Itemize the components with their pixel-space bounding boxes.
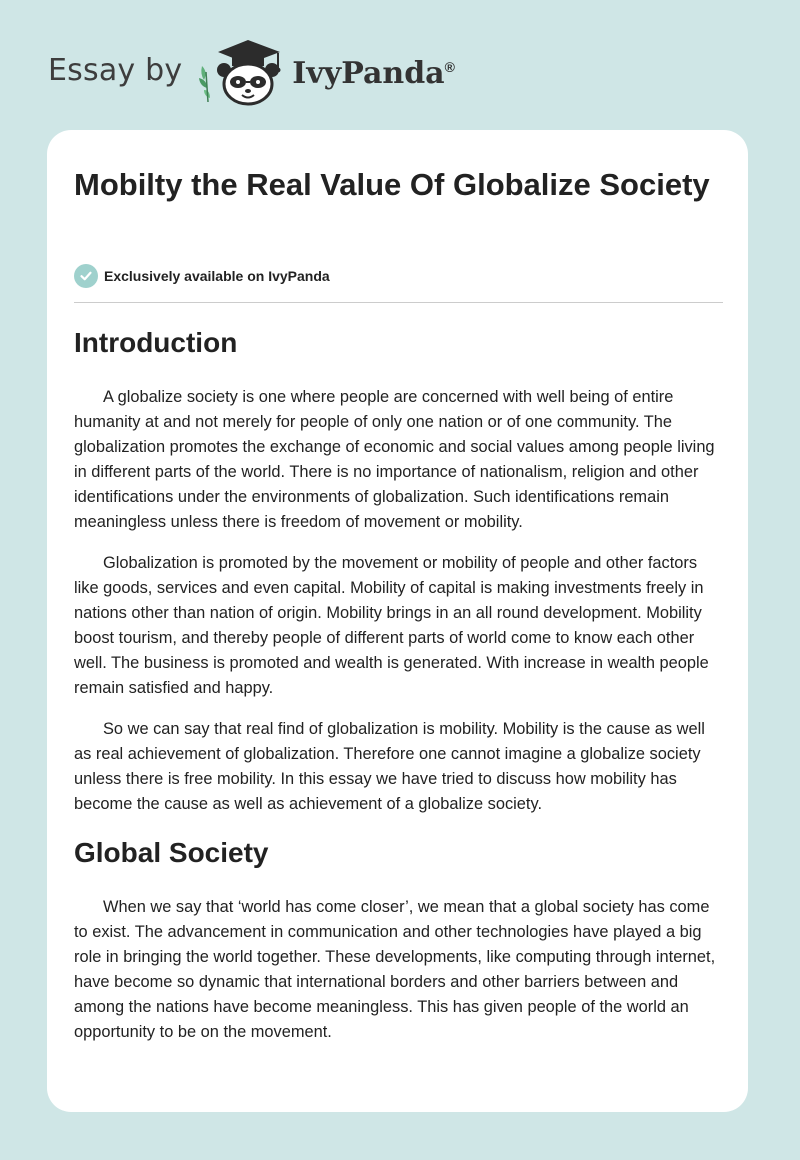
essay-title: Mobilty the Real Value Of Globalize Society <box>74 167 710 202</box>
essay-by-label: Essay by <box>48 52 183 88</box>
paragraph: When we say that ‘world has come closer’, we mean that a global society has come to exist. The advancement in communication and other technologies have played a big role in bringing the world together. These developments, like computing through internet, have become so dynamic that international borders and other barriers between and among the nations have become meaningless. This has given people of the world an opportunity to be on the movement. <box>74 898 716 1041</box>
site-header <box>48 36 455 108</box>
paragraph: Globalization is promoted by the movement or mobility of people and other factors like goods, services and even capital. Mobility of capital is making investments freely in nations other than nation of origin. Mobility brings in an all round development. Mobility boost tourism, and thereby people of different parts of world come to know each other well. The business is promoted and wealth is generated. With increase in wealth people remain satisfied and happy. <box>74 554 709 697</box>
badge-label: Exclusively available on IvyPanda <box>104 268 330 284</box>
registered-mark: ® <box>444 58 455 75</box>
section-heading-introduction: Introduction <box>74 327 238 358</box>
section-heading-global-society: Global Society <box>74 837 269 868</box>
brand-name[interactable]: IvyPanda® <box>292 55 455 91</box>
exclusive-badge <box>74 264 330 288</box>
paragraph: A globalize society is one where people are concerned with well being of entire humanity at and not merely for people of only one nation or of one community. The globalization promotes the exchange of economic and social values among people living in different parts of the world. There is no importance of nationalism, religion and other identifications under the environments of globalization. Such identifications remain meaningless unless there is freedom of movement or mobility. <box>74 388 715 531</box>
essay-card <box>47 130 748 1112</box>
paragraph: So we can say that real find of globalization is mobility. Mobility is the cause as well as real achievement of globalization. Therefore one cannot imagine a globalize society unless there is free mobility. In this essay we have tried to discuss how mobility has become the cause as well as achievement of a globalize society. <box>74 720 705 813</box>
panda-graduate-logo-icon[interactable] <box>196 36 288 108</box>
title-divider <box>74 302 723 303</box>
check-icon <box>74 264 98 288</box>
